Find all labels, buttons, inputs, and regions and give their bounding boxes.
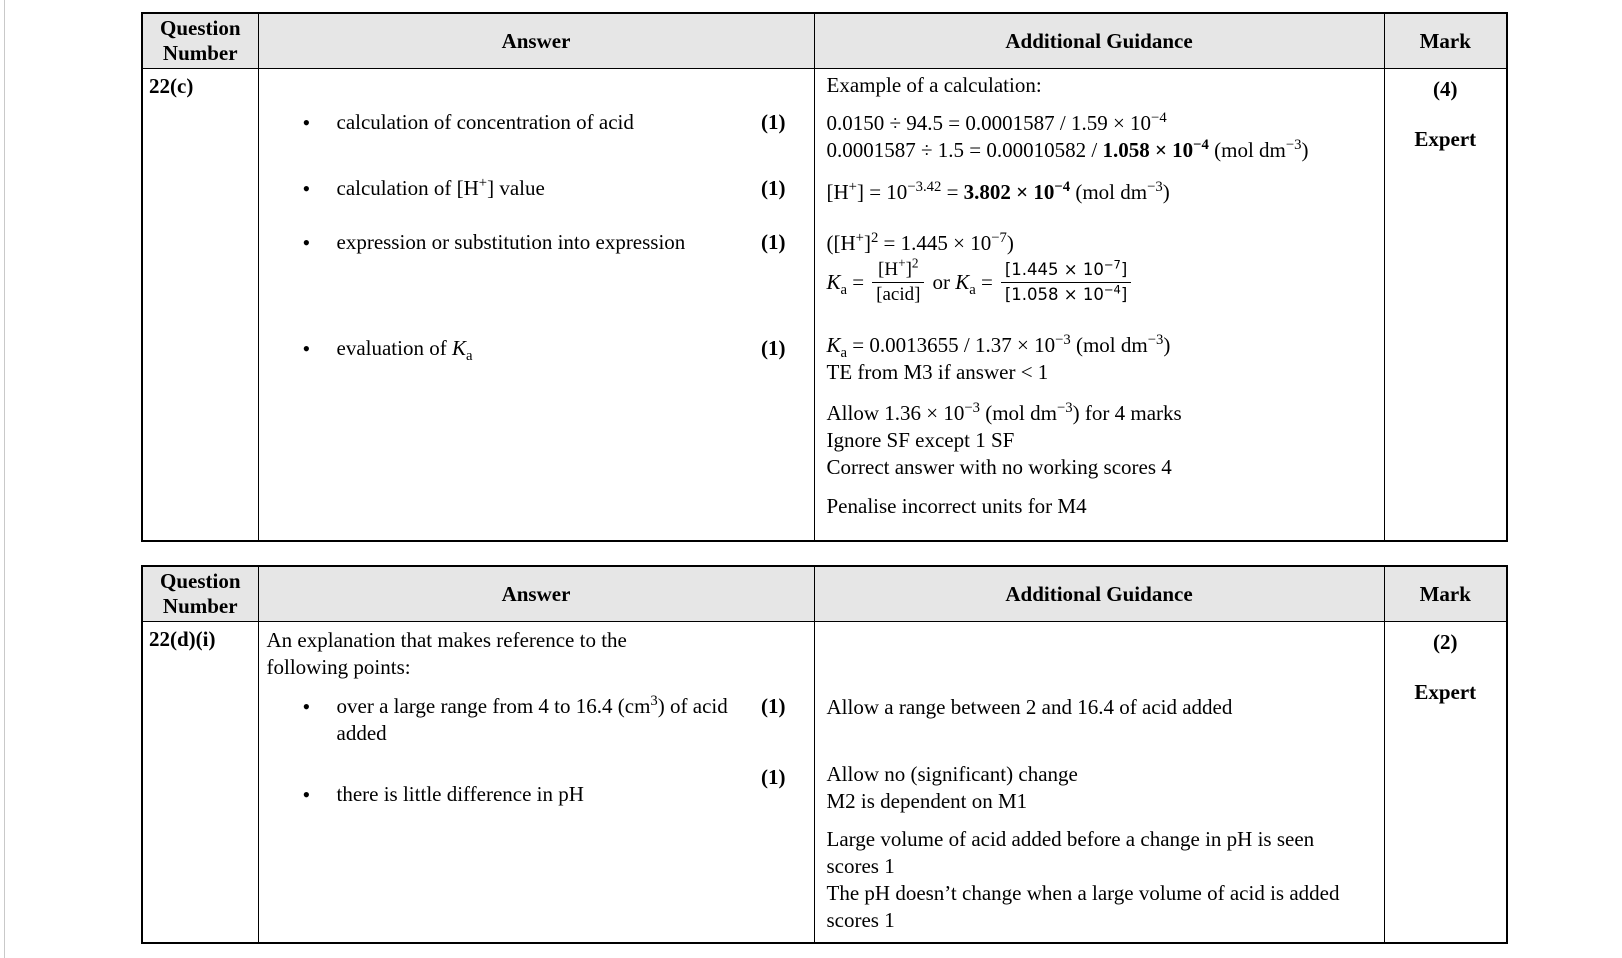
ka-lhs: $K_a$ = <box>826 270 865 299</box>
mark-total: (2) <box>1433 630 1458 654</box>
guidance-m2-dependent-line: M2 is dependent on M1 <box>826 789 1028 813</box>
bullet-icon <box>303 781 337 809</box>
bullet-mark-value: (1) <box>761 110 786 134</box>
fraction-numerator: $[1.445 \times 10^{-7}]$ <box>1004 257 1128 279</box>
bullet-mark-value: (1) <box>761 336 786 360</box>
bullet-icon <box>303 175 337 203</box>
answer-bullet-text: expression or substitution into expression <box>336 230 686 254</box>
answer-intro-text: An explanation that makes reference to the following points: <box>266 628 627 679</box>
mark-scheme-table-22di <box>141 565 1508 944</box>
mark-cell <box>1384 69 1507 541</box>
guidance-large-volume-line: Large volume of acid added before a change in pH is seen scores 1 <box>826 827 1315 878</box>
guidance-example-heading: Example of a calculation: <box>826 73 1042 97</box>
bullet-icon <box>303 693 337 721</box>
answer-bullet-text: calculation of [H+] value <box>336 175 545 200</box>
body-row <box>142 69 1507 541</box>
answer-cell <box>258 69 814 541</box>
mark-scheme-table-22c <box>141 12 1508 542</box>
header-row <box>142 13 1507 69</box>
guidance-allow-change-line: Allow no (significant) change <box>826 762 1078 786</box>
guidance-allow-range-line: Allow a range between 2 and 16.4 of acid added <box>826 695 1233 719</box>
guidance-calculation-line: $0.0150 \div 94.5 = 0.0001587 / 1.59 \times 10^{-4}$ <box>826 110 1167 135</box>
answer-bullet-text: evaluation of $K_a$ <box>336 336 473 365</box>
col-header-additional-guidance: Additional Guidance <box>814 566 1384 622</box>
additional-guidance-cell <box>814 69 1384 541</box>
guidance-calculation-line: $0.0001587 \div 1.5 = 0.00010582 / 1.058 \times 10^{-4}$ (mol $dm^{-3}$) <box>826 137 1309 162</box>
guidance-hplus-line: $[H^+] = 10^{-3.42} = 3.802 \times 10^{-4}$ (mol $dm^{-3}$) <box>826 179 1170 204</box>
mark-cell <box>1384 622 1507 943</box>
col-header-mark: Mark <box>1384 13 1507 69</box>
question-number: 22(d)(i) <box>149 627 216 651</box>
answer-bullet-text: over a large range from 4 to 16.4 $(cm^3)$ of acid added <box>336 693 728 745</box>
guidance-ka-expression <box>826 255 1360 306</box>
header-row <box>142 566 1507 622</box>
ka-fraction-numeric <box>1001 259 1131 306</box>
guidance-te-line: TE from M3 if answer < 1 <box>826 360 1049 384</box>
guidance-ph-no-change-line: The pH doesn’t change when a large volume of acid is added scores 1 <box>826 881 1340 932</box>
ka-fraction-symbolic <box>872 255 924 306</box>
bullet-mark-value: (1) <box>761 694 786 718</box>
answer-bullet-row <box>303 335 786 363</box>
answer-bullet-row <box>267 693 786 747</box>
guidance-ka-evaluation-line: $K_a = 0.0013655 / 1.37 \times 10^{-3}$ (mol $dm^{-3}$) <box>826 332 1171 362</box>
guidance-expression-line: $([H^+]^2 = 1.445 \times 10^{-7})$ <box>826 230 1014 255</box>
bullet-mark-value: (1) <box>761 230 786 254</box>
answer-bullet-text: calculation of concentration of acid <box>336 110 634 134</box>
bullet-mark-value: (1) <box>761 176 786 200</box>
ka-or-lhs: or $K_a$ = <box>932 270 993 299</box>
page-edge-line <box>4 0 5 958</box>
guidance-correct-line: Correct answer with no working scores 4 <box>826 455 1172 479</box>
answer-bullet-row <box>267 765 786 809</box>
col-header-additional-guidance: Additional Guidance <box>814 13 1384 69</box>
fraction-denominator: $[1.058 \times 10^{-4}]$ <box>1001 282 1131 306</box>
answer-bullet-row <box>303 109 786 137</box>
fraction-denominator: [acid] <box>872 282 924 306</box>
bullet-mark-value: (1) <box>761 765 786 789</box>
bullet-icon <box>303 335 337 363</box>
question-number-cell <box>142 622 258 943</box>
body-row <box>142 622 1507 943</box>
bullet-icon <box>303 109 337 137</box>
question-number: 22(c) <box>149 74 194 98</box>
guidance-ignore-line: Ignore SF except 1 SF <box>826 428 1015 452</box>
answer-bullet-row <box>303 175 786 203</box>
col-header-answer: Answer <box>258 566 814 622</box>
mark-total: (4) <box>1433 77 1458 101</box>
answer-cell <box>258 622 814 943</box>
fraction-numerator: $[H^+]^2$ <box>878 255 919 280</box>
answer-bullet-text: there is little difference in pH <box>336 782 584 806</box>
additional-guidance-cell <box>814 622 1384 943</box>
bullet-icon <box>303 229 337 257</box>
guidance-penalise-line: Penalise incorrect units for M4 <box>826 494 1087 518</box>
answer-bullet-row <box>303 229 786 257</box>
guidance-allow-line: Allow $1.36 \times 10^{-3}$ (mol $dm^{-3}$) for 4 marks <box>826 400 1182 425</box>
col-header-mark: Mark <box>1384 566 1507 622</box>
mark-expert-tag: Expert <box>1414 127 1477 151</box>
col-header-question-number: Question Number <box>142 566 258 622</box>
question-number-cell <box>142 69 258 541</box>
mark-expert-tag: Expert <box>1414 680 1477 704</box>
col-header-question-number: Question Number <box>142 13 258 69</box>
col-header-answer: Answer <box>258 13 814 69</box>
